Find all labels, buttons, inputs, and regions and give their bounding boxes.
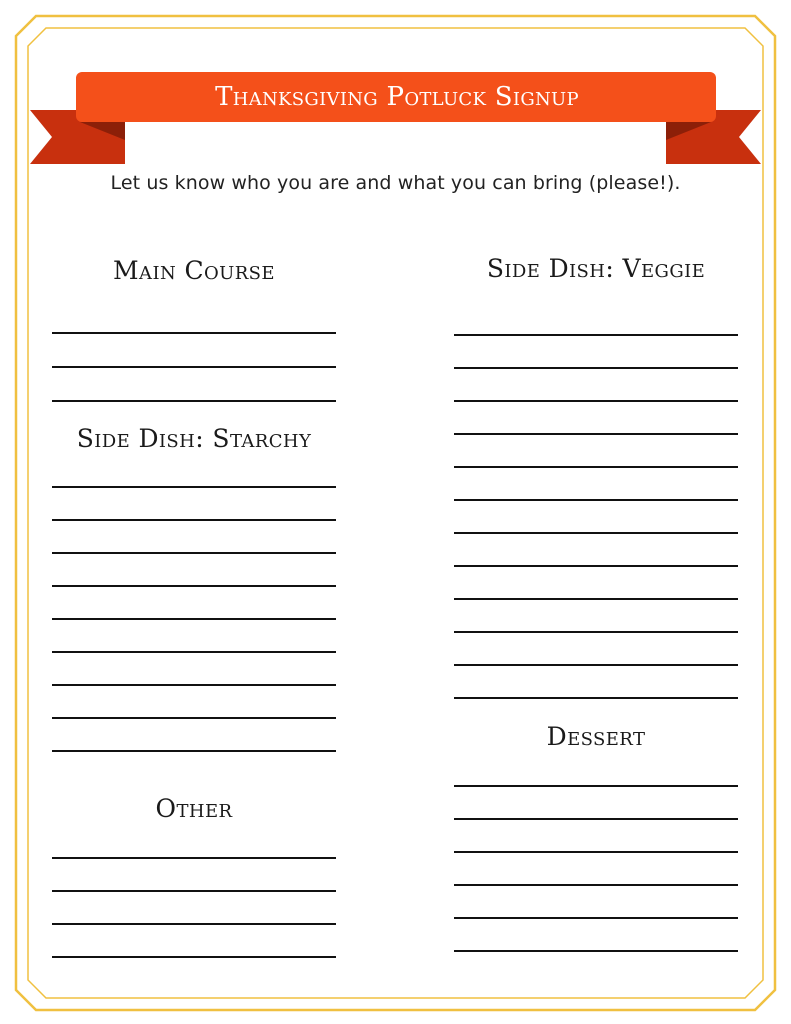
signup-line[interactable] xyxy=(52,890,336,892)
signup-line[interactable] xyxy=(52,552,336,554)
signup-line[interactable] xyxy=(52,651,336,653)
signup-line[interactable] xyxy=(454,466,738,468)
page-subtitle: Let us know who you are and what you can bring (please!). xyxy=(110,172,681,194)
signup-line[interactable] xyxy=(454,433,738,435)
signup-line[interactable] xyxy=(52,519,336,521)
section-title-side-dish-starchy: Side Dish: Starchy xyxy=(76,424,312,453)
signup-line[interactable] xyxy=(454,884,738,886)
signup-line[interactable] xyxy=(454,950,738,952)
signup-line[interactable] xyxy=(52,486,336,488)
section-title-main-course: Main Course xyxy=(113,256,275,285)
section-title-dessert: Dessert xyxy=(546,722,646,751)
signup-line[interactable] xyxy=(52,750,336,752)
main-course-signup-lines xyxy=(52,332,336,402)
signup-line[interactable] xyxy=(454,664,738,666)
signup-line[interactable] xyxy=(454,367,738,369)
signup-line[interactable] xyxy=(52,857,336,859)
signup-line[interactable] xyxy=(52,618,336,620)
signup-line[interactable] xyxy=(454,499,738,501)
signup-line[interactable] xyxy=(454,917,738,919)
side-veggie-signup-lines xyxy=(454,334,738,699)
signup-line[interactable] xyxy=(52,717,336,719)
section-title-side-dish-veggie: Side Dish: Veggie xyxy=(486,254,706,283)
signup-line[interactable] xyxy=(52,332,336,334)
signup-line[interactable] xyxy=(454,818,738,820)
signup-line[interactable] xyxy=(454,851,738,853)
other-signup-lines xyxy=(52,857,336,958)
signup-line[interactable] xyxy=(52,684,336,686)
section-title-other: Other xyxy=(155,794,233,823)
signup-line[interactable] xyxy=(454,532,738,534)
signup-line[interactable] xyxy=(52,366,336,368)
page-title: Thanksgiving Potluck Signup xyxy=(215,82,579,112)
signup-line[interactable] xyxy=(454,598,738,600)
signup-line[interactable] xyxy=(52,923,336,925)
signup-line[interactable] xyxy=(52,400,336,402)
signup-line[interactable] xyxy=(454,631,738,633)
signup-line[interactable] xyxy=(454,334,738,336)
signup-line[interactable] xyxy=(52,585,336,587)
signup-line[interactable] xyxy=(454,565,738,567)
signup-line[interactable] xyxy=(454,785,738,787)
signup-line[interactable] xyxy=(454,400,738,402)
signup-line[interactable] xyxy=(454,697,738,699)
side-starchy-signup-lines xyxy=(52,486,336,752)
signup-line[interactable] xyxy=(52,956,336,958)
dessert-signup-lines xyxy=(454,785,738,952)
